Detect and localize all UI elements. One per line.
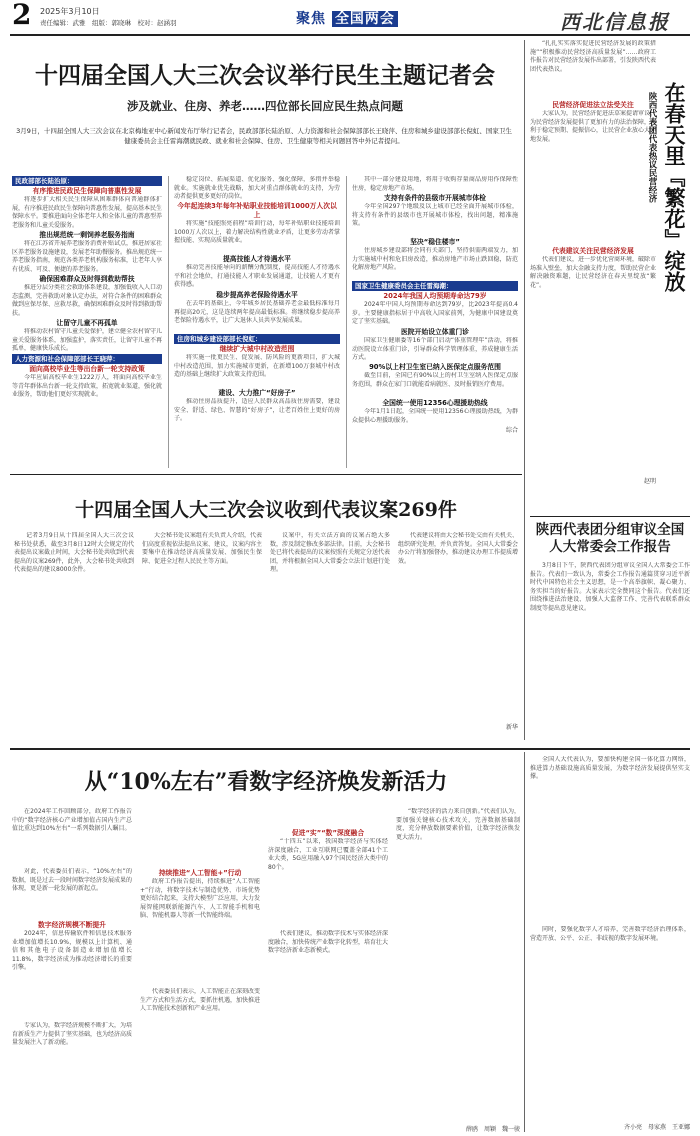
byline: 赵明 (643, 478, 656, 485)
subheading: 医院开始设立体重门诊 (401, 328, 469, 336)
section-prefix: 聚焦 (296, 11, 327, 27)
story3-column-3 (268, 808, 388, 1128)
paragraph: 稳定岗位、拓展渠道、优化服务、强化保障，多措并举稳就业。实施就业优先战略，加大对重点群体就业的支持，为劳动者提供更多更好的岗位。 (174, 176, 340, 200)
subheading: 让留守儿童不再孤单 (56, 319, 118, 327)
subheading: 民营经济促进法立法受关注 (552, 101, 634, 109)
subheading: 提高技能人才待遇水平 (223, 255, 291, 263)
minister-label-civil-affairs: 民政部部长陆治原： (12, 176, 162, 186)
subheading: 支持有条件的县级市开展城市体检 (384, 194, 486, 202)
sidebar-subtitle: 陕西代表团代表热议民营经济 (647, 92, 657, 203)
minister-label-hr: 人力资源和社会保障部部长王晓萍： (12, 354, 162, 364)
paragraph: 今年1月1日起，全国统一使用12356心理援助热线，为群众提供心理援助服务。 (352, 408, 518, 424)
paragraph: 将实施“技能照亮前程”培训行动，每年补贴职业技能培训1000万人次以上，着力解决结构性就业矛盾，让更多劳动者掌握技能、实现高质量就业。 (174, 220, 340, 244)
paragraph: 住房城乡建设部将会同有关部门，坚持供需两端发力，加力实施城中村和危旧房改造，推动房地产市场止跌回稳，防范化解房地产风险。 (352, 247, 518, 271)
story3-column-2 (140, 808, 260, 1128)
subheading: 稳步提高养老保险待遇水平 (216, 291, 298, 299)
paragraph: 推动完善技能导向的薪酬分配制度，提高技能人才待遇水平和社会地位，打通技能人才职业发展通道，让技能人才更有获得感。 (174, 264, 340, 288)
paragraph: 代表们建议，进一步优化营商环境，破除市场准入壁垒，加大金融支持力度，帮助民营企业解决融资难题，让民营经济在春天里绽放“繁花”。 (530, 256, 656, 289)
sidebar-divider (524, 40, 525, 740)
story-separator (10, 748, 690, 750)
paragraph: 代表委员们表示，人工智能正在深刻改变生产方式和生活方式，要抓住机遇，加快推进人工智能技术创新和产业应用。 (140, 988, 260, 1012)
paragraph: 国家卫生健康委等16个部门启动“体重管理年”活动，将推动医院设立体重门诊，引导群众科学管理体重，养成健康生活方式。 (352, 337, 518, 361)
column-divider (168, 176, 169, 468)
paragraph: 代表们建议，推动数字技术与实体经济深度融合，加快传统产业数字化转型，培育壮大数字经济新业态新模式。 (268, 930, 388, 954)
story1-lead: 3月9日，十四届全国人大三次会议在北京梅地亚中心新闻发布厅举行记者会，民政部部长陆治原、人力资源和社会保障部部长王晓萍、住房和城乡建设部部长倪虹、国家卫生健康委员会主任雷海潮就民政、就业和社会保障、住房、卫生健康等相关问题回答中外记者提问。 (16, 127, 512, 145)
subheading: 全国统一使用12356心理援助热线 (382, 399, 488, 407)
subheading: 今年起连续3年每年补贴职业技能培训1000万人次以上 (177, 202, 337, 219)
section-name: 全国两会 (332, 11, 398, 27)
subheading: 坚决“稳住楼市” (410, 238, 460, 246)
paragraph: 截至目前，全国已有90%以上的村卫生室纳入医保定点服务范围，群众在家门口就能看病就医、及时报销医疗费用。 (352, 372, 518, 388)
story2-column-3: 议案中，有关立法方面的议案占绝大多数，涉及制定修改多部法律。目前，大会秘书处已将代表提出的议案按照有关规定分送代表团，并将根据全国人大常委会立法计划进行处理。 (270, 532, 390, 573)
story1-subtitle: 涉及就业、住房、养老……四位部长回应民生热点问题 (127, 99, 403, 113)
subheading: 面向高校毕业生等出台新一轮支持政策 (29, 365, 145, 373)
story3-byline: 薛鸥 周颖 魏一骏 (465, 1126, 520, 1133)
paragraph: 2024年中国人均预期寿命达到79岁，比2023年提高0.4岁。主要健康指标居于中高收入国家前列，为健康中国建设奠定了坚实基础。 (352, 301, 518, 325)
subheading: 建设、大力推广“好房子” (218, 389, 296, 397)
section-header (262, 8, 432, 28)
subheading: 数字经济规模不断提升 (38, 921, 106, 929)
paragraph: “十四五”以来，我国数字经济与实体经济深度融合，工业互联网已覆盖全部41个工业大类，5G应用融入97个国民经济大类中的80个。 (268, 838, 388, 871)
subheading: 有序推进民政民生保障向普惠性发展 (32, 187, 142, 195)
masthead: 西北信息报 (560, 10, 670, 34)
paragraph: 推进分层分类社会救助体系建设，加强低收入人口动态监测，完善救助对象认定办法，对符合条件的困难群众做到应保尽保、应救尽救，确保困难群众及时得到救助帮扶。 (12, 284, 162, 317)
issue-date: 2025年3月10日 (40, 7, 100, 16)
story2-column-2: 大会秘书处议案组有关负责人介绍，代表们高度重视依法提出议案、建议，议案内容主要集中在推动经济高质量发展、加强民生保障、促进全过程人民民主等方面。 (142, 532, 262, 565)
paragraph: 将逐步扩大相关民生保障从困难群体向普通群体扩展，有序推进民政民生保障向普惠性发展，提高基本民生保障水平。要推进面向全体老年人和全体儿童的普惠型养老服务和儿童关爱服务。 (12, 196, 162, 229)
story3-column-1 (12, 808, 132, 1128)
story1-column-3 (352, 176, 518, 468)
subheading: 促进“实”“数”深度融合 (291, 829, 365, 837)
subheading: 持续推进“人工智能+”行动 (158, 869, 242, 877)
paragraph: 在2024年工作回顾部分，政府工作报告中的“数字经济核心产业增加值占国内生产总值比重达到10%左右”一系列数据引人瞩目。 (12, 808, 132, 832)
column-divider (346, 176, 347, 468)
page-number: 2 (12, 0, 32, 31)
story2-title: 十四届全国人大三次会议收到代表议案269件 (75, 499, 457, 521)
column-divider (524, 752, 525, 1132)
story-separator (10, 474, 522, 475)
paragraph: 政府工作报告提出，持续推进“人工智能+”行动，将数字技术与制造优势、市场优势更好结合起来，支持大模型广泛应用，大力发展智能网联新能源汽车、人工智能手机和电脑、智能机器人等新一代智能终端。 (140, 878, 260, 919)
paragraph: 今年全国297个地级及以上城市已经全面开展城市体检，将支持有条件的县级市也开展城市体检，找出问题，精准施策。 (352, 203, 518, 227)
paragraph: 2024年，信息传输软件和信息技术服务业增加值增长10.9%，规模以上计算机、通信和其他电子设备制造业增加值增长11.8%，数字经济成为推动经济增长的重要引擎。 (12, 930, 132, 971)
story2-byline: 新华 (505, 724, 518, 731)
story2-column-4: 代表建议将由大会秘书处交由有关机关、组织研究处理，并负责答复。全国人大常委会办公厅将加强督办，推动建议办理工作提质增效。 (398, 532, 518, 565)
paragraph: 大家认为，民营经济促进法草案提请审议，为民营经济发展提供了更加有力的法治保障，有利于稳定预期、提振信心，让民营企业放心大胆地发展。 (530, 110, 656, 143)
story3-title: 从“10%左右”看数字经济焕发新活力 (84, 769, 448, 795)
paragraph: 将推动农村留守儿童关爱保护，建立健全农村留守儿童关爱服务体系，加强监护，落实责任，让留守儿童不再孤单，健康快乐成长。 (12, 328, 162, 352)
sidebar-article (530, 40, 656, 510)
subheading: 代表建议关注民营经济发展 (552, 247, 634, 255)
paragraph: 同时，要强化数字人才培养，完善数字经济治理体系，营造开放、公平、公正、非歧视的数字发展环境。 (530, 926, 690, 942)
header-rule (10, 34, 690, 36)
minister-label-housing: 住房和城乡建设部部长倪虹： (174, 334, 340, 344)
story2-column-1: 记者3月9日从十四届全国人大三次会议秘书处获悉，截至3月8日12时大会规定的代表提出议案截止时间，大会秘书处共收到代表提出的议案269件，此外，大会秘书处共收到代表提出的建议8000余件。 (14, 532, 134, 573)
story1-column-2 (174, 176, 340, 468)
paragraph: 专家认为，数字经济规模不断扩大，为培育新质生产力提供了坚实基础，也为经济高质量发展注入了新动能。 (12, 1022, 132, 1046)
staff-credits: 责任编辑：武雅 组版：郭晓琳 校对：赵涵羽 (40, 19, 177, 27)
paragraph: “扎扎实实落实促进民营经济发展的政策措施”“积极推动民营经济高质量发展”……政府工作报告对民营经济发展作出部署，引发陕西代表团代表热议。 (530, 40, 656, 73)
paragraph: 将在江苏省开展养老服务消费补贴试点，推进居家社区养老服务设施建设，发展老年助餐服务。推出规范统一养老服务指南，规范各类养老机构服务标准，让老年人享有优质、可及、便捷的养老服务。 (12, 240, 162, 273)
sidebar-story-title: 陕西代表团分组审议全国人大常委会工作报告 (535, 522, 685, 555)
minister-label-health: 国家卫生健康委员会主任雷海潮： (352, 281, 518, 291)
subheading: 确保困难群众及时得到救助帮扶 (39, 275, 135, 283)
paragraph: 在去年的基础上，今年城乡居民基础养老金最低标准每月再提高20元，这是连续两年提高最低标准。将继续稳步提高养老保险待遇水平，让广大退休人员共享发展成果。 (174, 300, 340, 324)
sidebar-separator (530, 516, 690, 517)
subheading: 2024年我国人均预期寿命达79岁 (383, 292, 487, 300)
paragraph: 其中一部分建设用地，将用于收购存量商品房用作保障性住房，稳定房地产市场。 (352, 176, 518, 192)
subheading: 推出规范统一剩饲养老服务指南 (39, 231, 135, 239)
sidebar-story-body: 3月8日下午，陕西代表团分组审议全国人大常委会工作报告。代表们一致认为，常委会工作报告通篇贯穿习近平新时代中国特色社会主义思想，是一个高举旗帜、凝心聚力、务实担当的好报告。大家表示完全赞同这个报告。代表们还围绕推进法治建设、加强人大监督工作、完善代表联系群众制度等提出意见建议。 (530, 562, 690, 612)
paragraph: “数字经济的活力来自创新。”代表们认为，要加强关键核心技术攻关，完善数据基础制度，充分释放数据要素价值，让数字经济焕发更大活力。 (396, 808, 520, 841)
paragraph: 全国人大代表认为，要加快构建全国一体化算力网络，推进算力基础设施高质量发展，为数字经济发展提供坚实支撑。 (530, 756, 690, 780)
story1-column-1 (12, 176, 162, 468)
paragraph: 对此，代表委员们表示，“10%左右”的数据，既是过去一段时间数字经济发展成果的体现，更是新一轮发展的新起点。 (12, 868, 132, 892)
subheading: 90%以上村卫生室已纳入医保定点服务范围 (369, 363, 501, 371)
paragraph: 推动住房品质提升，适应人民群众高品质住房需要，建设安全、舒适、绿色、智慧的“好房子”，让老百姓住上更好的房子。 (174, 398, 340, 422)
paragraph: 将实施一批更民生、促发展、防风险的更新项目，扩大城中村改造范围，加力实施城市更新，在新增100万套城中村改造的基础上继续扩大政策支持范围。 (174, 354, 340, 378)
byline: 综合 (505, 427, 518, 434)
sidebar-title: 在春天里『繁花』绽放 (662, 82, 687, 292)
story1-title: 十四届全国人大三次会议举行民生主题记者会 (35, 62, 495, 89)
paragraph: 今年应届高校毕业生1222万人，将面向高校毕业生等青年群体出台新一轮支持政策，拓宽就业渠道，强化就业服务，帮助他们更好实现就业。 (12, 374, 162, 398)
story3-column-4 (396, 808, 520, 1120)
subheading: 继续扩大城中村改造范围 (219, 345, 295, 353)
story3-right-column (530, 756, 690, 1116)
story3-right-byline: 齐小亮 母家燕 王亚娜 (623, 1124, 690, 1131)
